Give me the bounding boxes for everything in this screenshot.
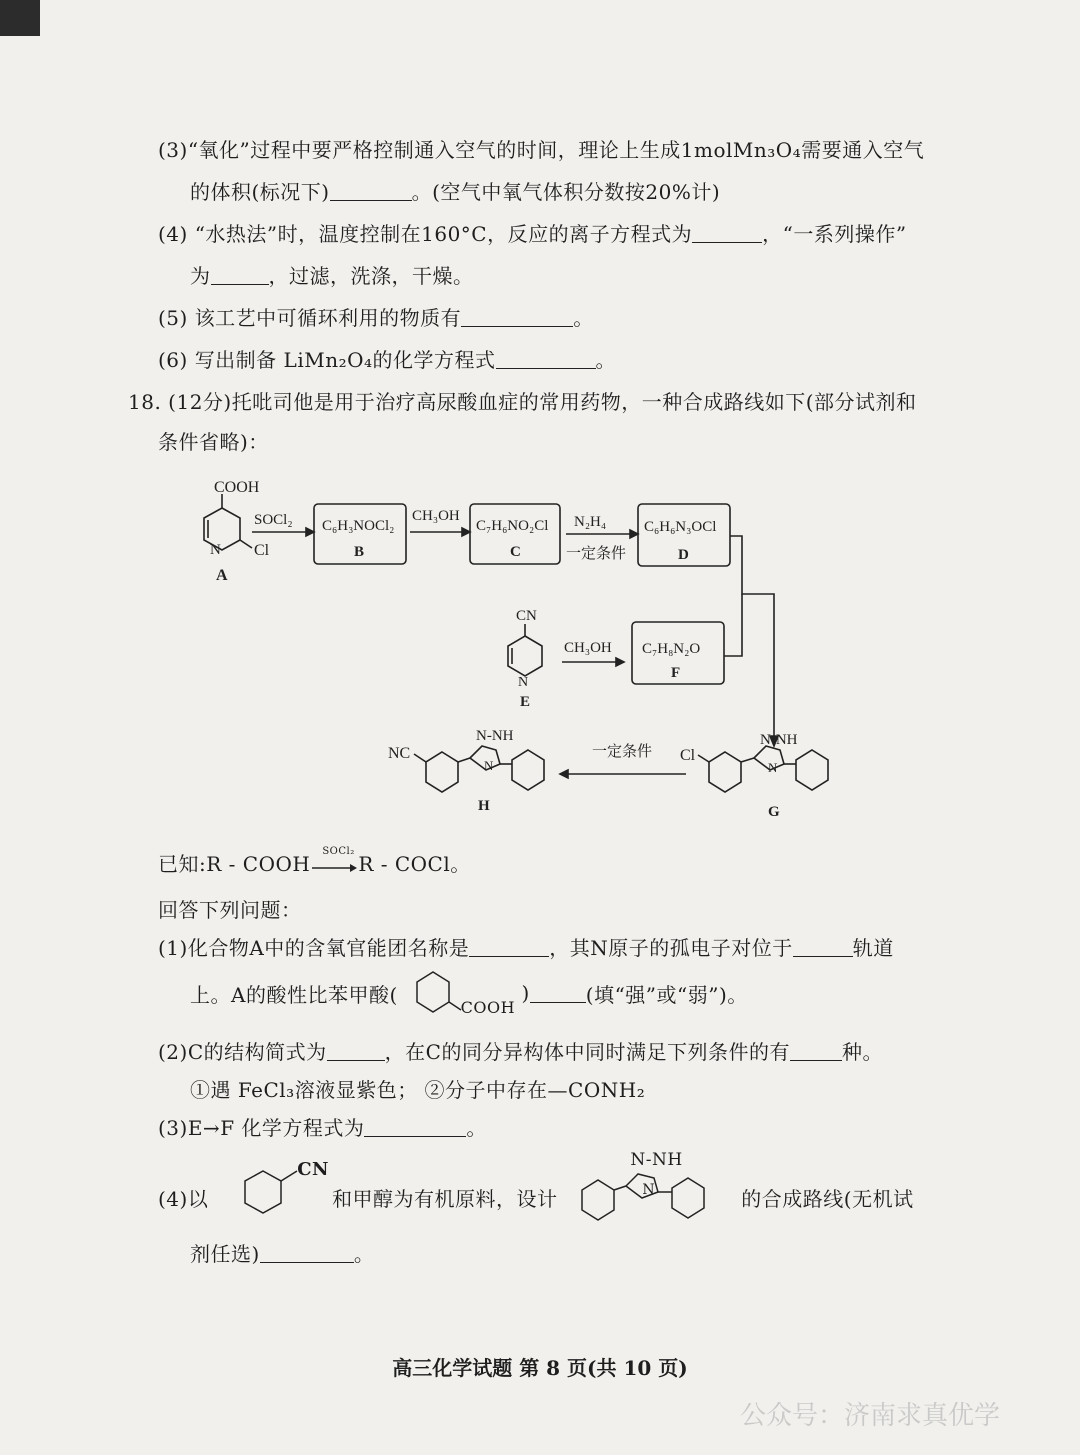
compound-a-group: COOH — [214, 479, 260, 496]
s4-text-d: 剂任选) — [190, 1242, 260, 1266]
compound-g-nnh: N-NH — [760, 732, 798, 748]
answer-heading — [158, 894, 302, 923]
compound-d-formula: C₆H₆N₃OCl — [644, 519, 717, 535]
q4-line2 — [190, 260, 474, 289]
benzonitrile-structure — [215, 1155, 329, 1219]
triazole-n: N — [642, 1182, 656, 1198]
s1-line1 — [158, 932, 894, 961]
q18-text-b: 条件省略)： — [158, 430, 269, 454]
compound-h-label: H — [478, 798, 490, 814]
answer-text: 回答下列问题： — [158, 898, 302, 922]
connector-f-g — [724, 594, 742, 656]
answer-blank[interactable] — [496, 350, 596, 369]
q18-text-a: 18. (12分)托吡司他是用于治疗高尿酸血症的常用药物，一种合成路线如下(部分试剂和 — [128, 390, 917, 414]
answer-blank[interactable] — [461, 308, 573, 327]
page-footer: 高三化学试题 第 8 页(共 10 页) — [392, 1356, 688, 1380]
compound-e-group: CN — [516, 608, 537, 624]
s4-line1 — [158, 1150, 914, 1224]
q18-line2 — [158, 426, 269, 455]
diphenyl-triazole-structure — [564, 1150, 734, 1224]
answer-blank[interactable] — [790, 1042, 842, 1061]
s2-cond-text: ①遇 FeCl₃溶液显紫色； ②分子中存在—CONH₂ — [190, 1078, 646, 1102]
compound-f-formula: C₇H₈N₂O — [642, 641, 701, 657]
compound-h-n: N — [484, 758, 494, 773]
answer-blank[interactable] — [793, 938, 853, 957]
answer-blank[interactable] — [364, 1118, 466, 1137]
q6-end: 。 — [595, 348, 617, 372]
q6-line — [158, 344, 616, 373]
answer-blank[interactable] — [469, 938, 549, 957]
s2-text-c: 种。 — [841, 1040, 883, 1064]
s1-line2 — [190, 968, 748, 1024]
s2-text-a: (2)C的结构简式为 — [158, 1040, 327, 1064]
compound-a-label: A — [216, 567, 228, 584]
s1-text-b: ，其N原子的孤电子对位于 — [549, 936, 793, 960]
s1-text-d: 上。A的酸性比苯甲酸( — [190, 982, 398, 1007]
q4-text-a: (4) “水热法”时，温度控制在160°C，反应的离子方程式为 — [158, 222, 693, 246]
q3-text-a: 的体积(标况下) — [190, 180, 330, 204]
s2-text-b: ，在C的同分异构体中同时满足下列条件的有 — [384, 1040, 790, 1064]
reagent-condition-1: 一定条件 — [566, 546, 627, 562]
q4-line1 — [158, 218, 907, 247]
reagent-condition-2: 一定条件 — [592, 744, 653, 760]
s4-text-c: 的合成路线(无机试 — [741, 1186, 914, 1211]
answer-blank[interactable] — [330, 182, 412, 201]
compound-g-structure — [698, 746, 828, 792]
s4-text-a: (4)以 — [158, 1186, 209, 1211]
q4-text-b: ，“一系列操作” — [762, 222, 907, 246]
known-arrow-icon — [310, 860, 358, 880]
q18-line1 — [128, 386, 917, 415]
benzoic-acid-structure — [405, 968, 515, 1018]
known-text-b: R - COCl。 — [358, 852, 471, 876]
compound-c-formula: C₇H₆NO₂Cl — [476, 518, 549, 534]
q5-text: (5) 该工艺中可循环利用的物质有 — [158, 306, 462, 330]
q3-text-b: 。(空气中氧气体积分数按20%计) — [411, 180, 721, 204]
answer-blank[interactable] — [260, 1244, 354, 1263]
q3-text: (3)“氧化”过程中要严格控制通入空气的时间，理论上生成1molMn₃O₄需要通入空气 — [158, 138, 925, 162]
compound-f-label: F — [671, 665, 681, 681]
q5-end: 。 — [573, 306, 594, 330]
compound-b-label: B — [354, 544, 365, 560]
known-text-a: 已知:R - COOH — [158, 852, 311, 876]
reagent-ch3oh-1: CH₃OH — [412, 508, 460, 524]
s1-text-e: ) — [521, 981, 530, 1005]
q3-line1 — [158, 134, 924, 163]
compound-h-structure — [414, 746, 544, 792]
triazole-nnh: N-NH — [630, 1150, 683, 1170]
s4-text-b: 和甲醇为有机原料，设计 — [332, 1186, 558, 1211]
q4-text-d: ，过滤，洗涤，干燥。 — [268, 264, 474, 288]
arrow-head-icon — [560, 770, 568, 778]
benzonitrile-group: CN — [297, 1159, 329, 1180]
s4-line2 — [190, 1238, 374, 1267]
s1-text-f: (填“强”或“弱”)。 — [585, 982, 748, 1007]
arrow-head-icon — [616, 658, 624, 666]
answer-blank[interactable] — [530, 984, 586, 1003]
compound-c-label: C — [510, 544, 521, 560]
compound-b-formula: C₆H₃NOCl₂ — [322, 518, 395, 534]
compound-a-n: N — [210, 542, 221, 558]
compound-e-label: E — [520, 694, 531, 710]
connector-d-g — [730, 536, 774, 736]
s3-end: 。 — [466, 1116, 487, 1140]
compound-g-cl: Cl — [680, 747, 696, 764]
s2-line1 — [158, 1036, 883, 1065]
s4-end: 。 — [353, 1242, 375, 1266]
compound-d-label: D — [678, 547, 689, 563]
arrow-head-icon — [306, 528, 314, 536]
q5-line — [158, 302, 594, 331]
compound-a-cl: Cl — [254, 542, 270, 559]
compound-h-nnh: N-NH — [476, 728, 514, 744]
synthesis-scheme — [180, 470, 880, 830]
benzoic-acid-group: COOH — [460, 998, 516, 1017]
reagent-n2h4: N₂H₄ — [574, 514, 607, 530]
known-arrow — [310, 845, 358, 876]
q4-text-c: 为 — [190, 264, 211, 288]
q6-text: (6) 写出制备 LiMn₂O₄的化学方程式 — [158, 348, 496, 372]
s3-text: (3)E→F 化学方程式为 — [158, 1116, 365, 1140]
answer-blank[interactable] — [327, 1042, 385, 1061]
compound-g-label: G — [768, 804, 780, 820]
known-reagent: SOCl₂ — [322, 845, 355, 857]
q3-line2 — [190, 176, 720, 205]
compound-e-structure — [508, 624, 542, 676]
watermark: 公众号：济南求真优学 — [740, 1401, 1001, 1431]
compound-h-nc: NC — [388, 745, 411, 762]
scan-corner-mark — [0, 0, 40, 36]
compound-g-n: N — [768, 760, 778, 775]
arrow-head-icon — [462, 528, 470, 536]
s2-conditions — [190, 1074, 645, 1103]
known-line — [158, 845, 471, 877]
reagent-socl2: SOCl₂ — [254, 512, 293, 528]
reagent-ch3oh-2: CH₃OH — [564, 640, 612, 656]
answer-blank[interactable] — [692, 224, 762, 243]
arrow-head-icon — [630, 530, 638, 538]
answer-blank[interactable] — [211, 266, 269, 285]
compound-e-n: N — [518, 675, 529, 690]
s1-text-c: 轨道 — [852, 936, 894, 960]
s3-line — [158, 1112, 487, 1141]
s1-text-a: (1)化合物A中的含氧官能团名称是 — [158, 936, 470, 960]
